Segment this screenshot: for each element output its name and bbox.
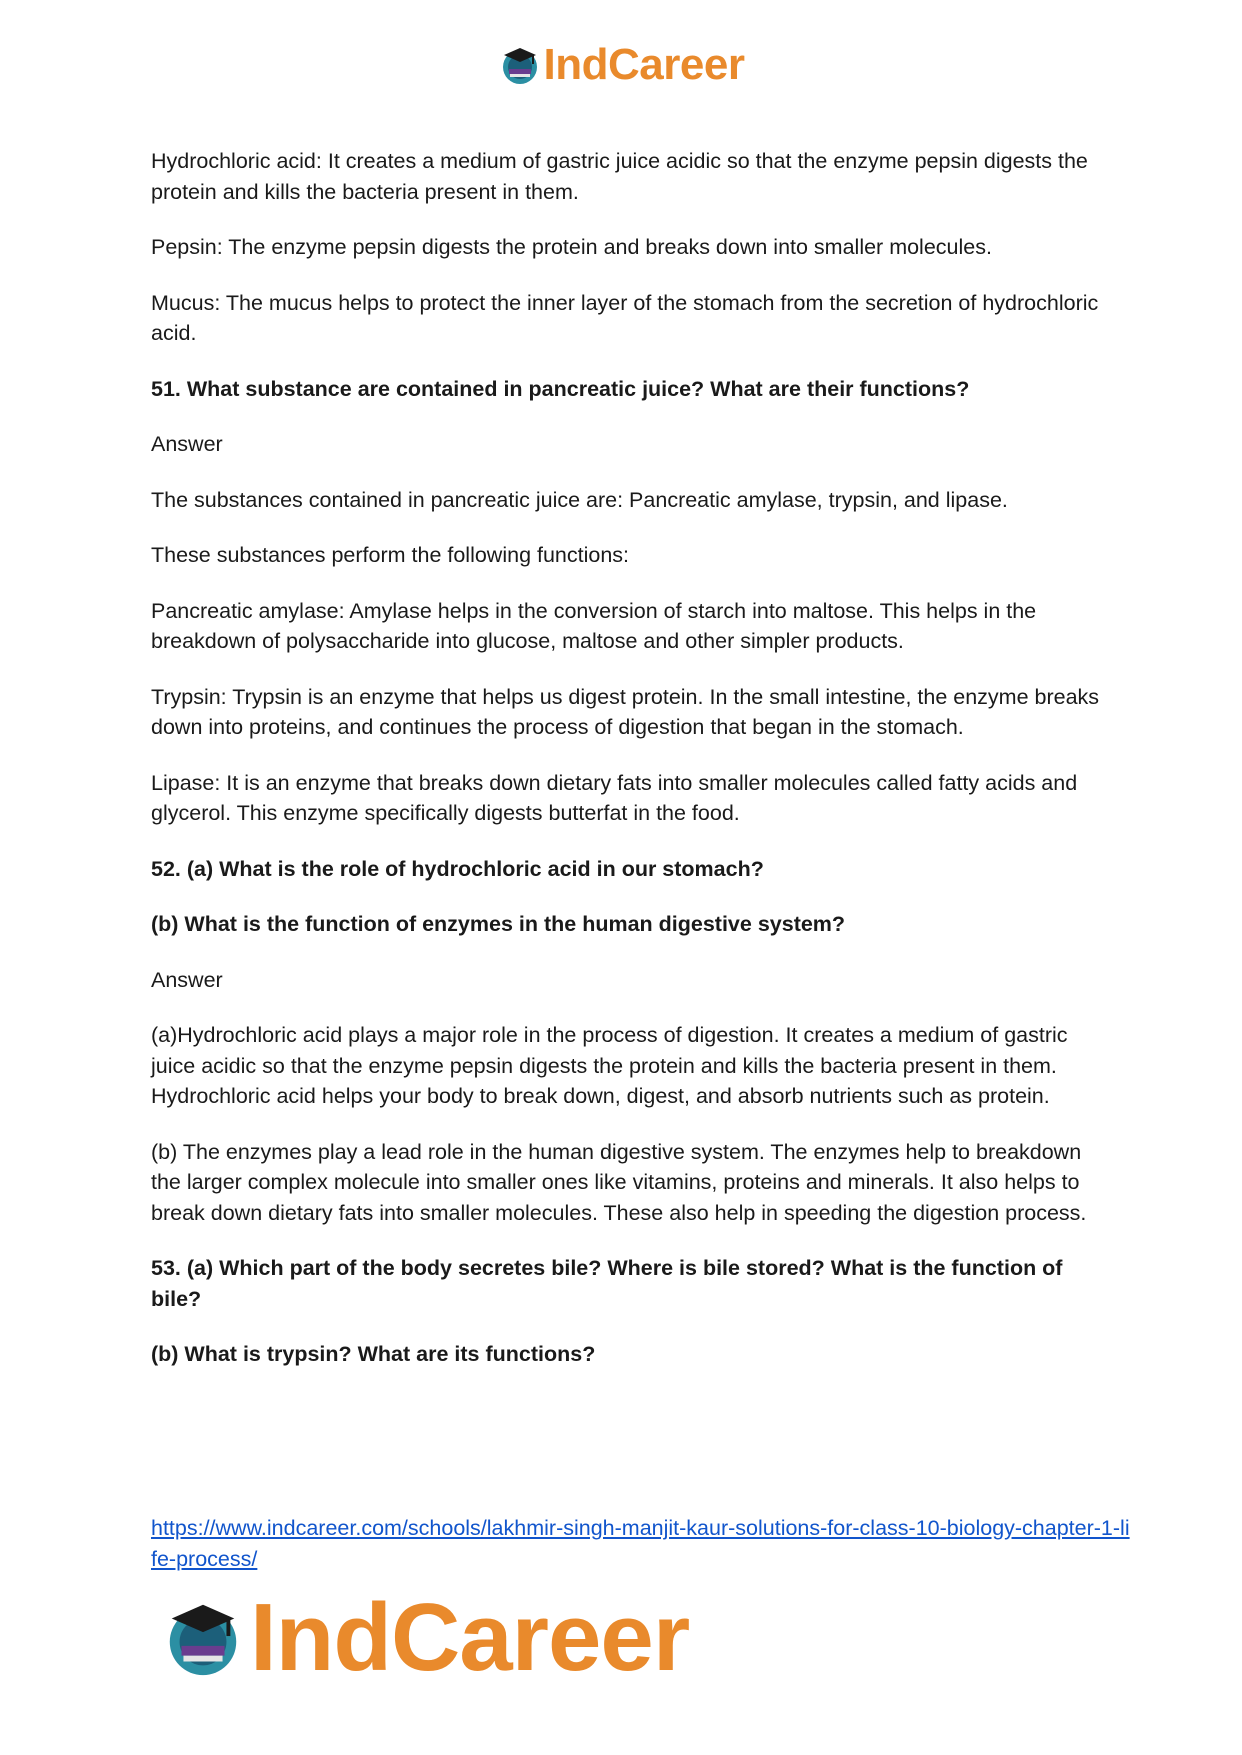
source-link[interactable]: https://www.indcareer.com/schools/lakhmir-singh-manjit-kaur-solutions-for-class-10-biology-chapter-1-life-process/ (151, 1516, 1130, 1571)
paragraph: Pancreatic amylase: Amylase helps in the conversion of starch into maltose. This helps in the breakdown of polysaccharide into glucose, maltose and other simpler products. (151, 598, 1037, 653)
paragraph: (a)Hydrochloric acid plays a major role in the process of digestion. It creates a medium of gastric juice acidic so that the enzyme pepsin digests the protein and kills the bacteria present in them. Hydrochloric acid helps your body to break down, digest, and absorb nutrients such as protein. (151, 1023, 1068, 1108)
document-body (151, 146, 1101, 1395)
question-heading: (b) What is the function of enzymes in the human digestive system? (151, 912, 846, 936)
header-logo (0, 40, 1242, 90)
paragraph: Trypsin: Trypsin is an enzyme that helps us digest protein. In the small intestine, the enzyme breaks down into proteins, and continues the process of digestion that began in the stomach. (151, 684, 1100, 739)
header-logo-text: IndCareer (543, 40, 745, 89)
footer-logo-text: IndCareer (250, 1584, 690, 1691)
question-heading: 53. (a) Which part of the body secretes bile? Where is bile stored? What is the function of bile? (151, 1256, 1063, 1311)
paragraph: These substances perform the following functions: (151, 543, 630, 567)
question-heading: (b) What is trypsin? What are its functions? (151, 1342, 596, 1366)
question-heading: 51. What substance are contained in pancreatic juice? What are their functions? (151, 376, 970, 401)
footer-logo (160, 1583, 689, 1693)
source-link-block (151, 1513, 1131, 1574)
graduation-globe-icon (498, 43, 542, 87)
paragraph: Hydrochloric acid: It creates a medium of gastric juice acidic so that the enzyme pepsin digests the protein and kills the bacteria present in them. (151, 149, 1088, 204)
paragraph: The substances contained in pancreatic juice are: Pancreatic amylase, trypsin, and lipase. (151, 487, 1008, 512)
paragraph: Mucus: The mucus helps to protect the inner layer of the stomach from the secretion of hydrochloric acid. (151, 290, 1099, 345)
paragraph: Pepsin: The enzyme pepsin digests the protein and breaks down into smaller molecules. (151, 235, 992, 259)
graduation-globe-icon (160, 1595, 246, 1681)
paragraph: Answer (151, 432, 223, 456)
question-heading: 52. (a) What is the role of hydrochloric acid in our stomach? (151, 856, 764, 881)
paragraph: Answer (151, 967, 223, 992)
paragraph: Lipase: It is an enzyme that breaks down dietary fats into smaller molecules called fatty acids and glycerol. This enzyme specifically digests butterfat in the food. (151, 770, 1078, 825)
paragraph: (b) The enzymes play a lead role in the human digestive system. The enzymes help to breakdown the larger complex molecule into smaller ones like vitamins, proteins and minerals. It also helps to break down dietary fats into smaller molecules. These also help in speeding the digestion process. (151, 1139, 1087, 1225)
